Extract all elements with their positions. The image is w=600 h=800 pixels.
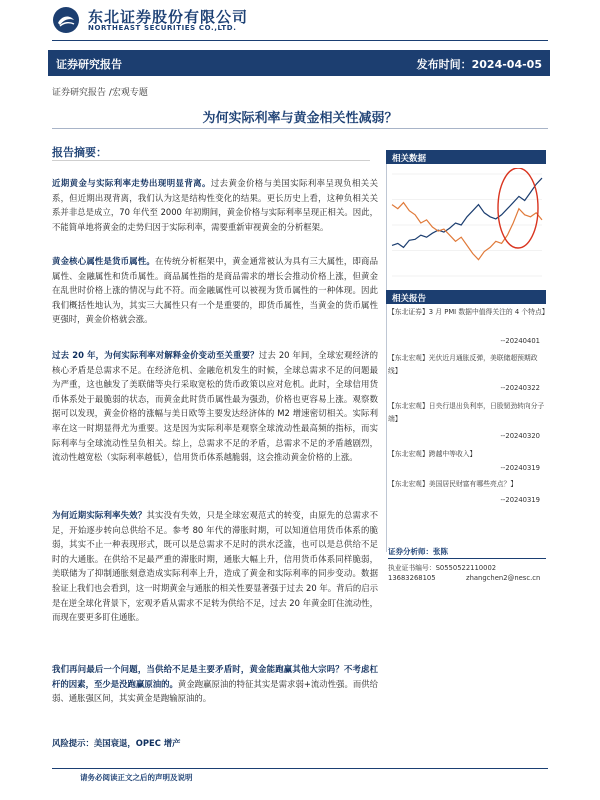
title-divider xyxy=(52,128,548,129)
related-report-link[interactable]: 【东北宏观】美国居民财富有哪些亮点？】 xyxy=(388,480,518,488)
related-report-date: --20240319 xyxy=(500,464,540,472)
related-report-link[interactable]: 【东北宏观】跨越中等收入】 xyxy=(388,450,477,458)
paragraph-monetary-attribute xyxy=(52,254,378,327)
related-report-date: --20240401 xyxy=(500,337,540,345)
company-logo-icon xyxy=(52,6,80,34)
sidebar-border xyxy=(386,150,387,290)
related-reports-title: 相关报告 xyxy=(392,294,427,304)
analyst-name: 证券分析师：张陈 xyxy=(388,547,448,556)
analyst-license: 执业证书编号：S0550522110002 xyxy=(388,564,497,572)
related-report-link[interactable]: 【东北宏观】光伏近月通胀反弹，美联储超预期政线】 xyxy=(388,354,538,375)
paragraph-divergence xyxy=(52,176,378,234)
footer-divider xyxy=(52,768,548,769)
paragraph-lead: 我们再问最后一个问题，当供给不足是主要矛盾时，黄金能跑赢其他大宗吗？不考虑杠杆的因素，至少是没跑赢原油的。 xyxy=(52,664,378,689)
publish-date: 发布时间：2024-04-05 xyxy=(416,58,542,71)
analyst-phone: 13683268105 xyxy=(388,574,436,582)
paragraph-body: 黄金跑赢原油的特征其实是需求弱+流动性强。而供给弱、通胀强区间，其实黄金是跑输原油的。 xyxy=(52,678,379,704)
related-data-chart xyxy=(388,168,546,284)
paragraph-body: 过去黄金价格与美国实际利率呈现负相关关系，但近期出现背离，我们认为这是结构性变化的结果。更长历史上看，这种负相关关系并非总是成立，70 年代至 2000 年初期间，黄金价格与实际利率呈现正相关。因此，不能简单地将黄金的走势归因于实际利率，需要重新审视黄金的分析框架。 xyxy=(52,178,378,232)
report-banner xyxy=(48,50,550,76)
paragraph-lead: 过去 20 年，为何实际利率对解释金价变动至关重要？ xyxy=(52,350,259,360)
breadcrumb: 证券研究报告 /宏观专题 xyxy=(52,88,148,98)
paragraph-recent-failure xyxy=(52,508,378,625)
analyst-email[interactable]: zhangchen2@nesc.cn xyxy=(466,574,541,582)
paragraph-last-question xyxy=(52,662,378,706)
risk-warning xyxy=(52,736,378,751)
related-data-header xyxy=(386,150,546,164)
analyst-divider xyxy=(388,558,546,559)
report-type: 证券研究报告 xyxy=(56,58,122,71)
paragraph-body: 在传统分析框架中，黄金通常被认为具有三大属性，即商品属性、金融属性和货币属性。商品属性指的是商品需求的增长会推动价格上涨，但黄金在乱世时价格上涨的情况与此不符。而金融属性可以被视为货币属性的一种体现。因此我们概括性地认为，其实三大属性只有一个是重要的，即货币属性，当黄金的货币属性更强时，黄金价格就会涨。 xyxy=(52,256,379,325)
summary-heading: 报告摘要： xyxy=(52,146,107,159)
related-report-link[interactable]: 【东北宏观】日央行退出负利率，日股韧劲转向分子端】 xyxy=(388,402,545,423)
paragraph-past-20-years xyxy=(52,348,378,465)
risk-warning-text: 风险提示：美国衰退，OPEC 增产 xyxy=(52,738,181,748)
company-name-en: NORTHEAST SECURITIES CO.,LTD. xyxy=(88,24,237,32)
paragraph-body: 过去 20 年间，全球宏观经济的核心矛盾是总需求不足。在经济危机、金融危机发生的时候，全球总需求不足的问题最为严重，这也触发了美联储等央行采取宽松的货币政策以应对危机。此时，全球信用货币体系处于最脆弱的状态，而黄金此时货币属性最为强劲，价格也更容易上涨。观察数据可以发现，黄金价格的涨幅与美日欧等主要发达经济体的 M2 增速密切相关。实际利率在这一时期显得尤为重要。这是因为实际利率是观察全球流动性最高频的指标，而实际利率与全球流动性呈负相关。综上，总需求不足的矛盾，总需求不足的矛盾越剧烈，流动性越宽松（实际利率越低），信用货币体系越脆弱，这会推动黄金价格的上涨。 xyxy=(52,350,378,463)
summary-divider xyxy=(52,160,370,161)
paragraph-lead: 近期黄金与实际利率走势出现明显背离。 xyxy=(52,178,211,188)
footer-disclaimer: 请务必阅读正文之后的声明及说明 xyxy=(80,773,193,782)
paragraph-lead: 黄金核心属性是货币属性。 xyxy=(52,256,156,266)
related-report-link[interactable]: 【东北证券】3 月 PMI 数据中值得关注的 4 个特点】 xyxy=(388,308,549,316)
related-reports-header xyxy=(386,290,546,304)
sidebar-border xyxy=(386,290,387,552)
related-data-title: 相关数据 xyxy=(392,154,427,164)
paragraph-body: 其实没有失效，只是全球宏观范式的转变，由原先的总需求不足，开始逐步转向总供给不足。参考 80 年代的滞胀时期，可以知道信用货币体系的脆弱，其实不止一种表现形式，既可以是总需求不足时的洪水泛滥，也可以是总供给不足时的大通胀。在供给不足最严重的滞胀时期，通胀大幅上升，信用货币体系同样脆弱，美联储为了抑制通胀刻意造成实际利率上升，造成了黄金和实际利率的同步变动。数据验证上我们也会看到，这一时期黄金与通胀的相关性要显著强于过去 20 年。背后的启示是在逆全球化背景下，宏观矛盾从需求不足转为供给不足，过去 20 年黄金盯住流动性，而现在要更多盯住通胀。 xyxy=(52,510,379,623)
paragraph-lead: 为何近期实际利率失效？ xyxy=(52,510,147,520)
related-report-date: --20240319 xyxy=(500,496,540,504)
related-report-date: --20240320 xyxy=(500,432,540,440)
company-name-cn: 东北证券股份有限公司 xyxy=(88,8,249,26)
related-report-date: --20240322 xyxy=(500,384,540,392)
page-title: 为何实际利率与黄金相关性减弱？ xyxy=(202,111,398,126)
header-divider xyxy=(52,40,548,41)
